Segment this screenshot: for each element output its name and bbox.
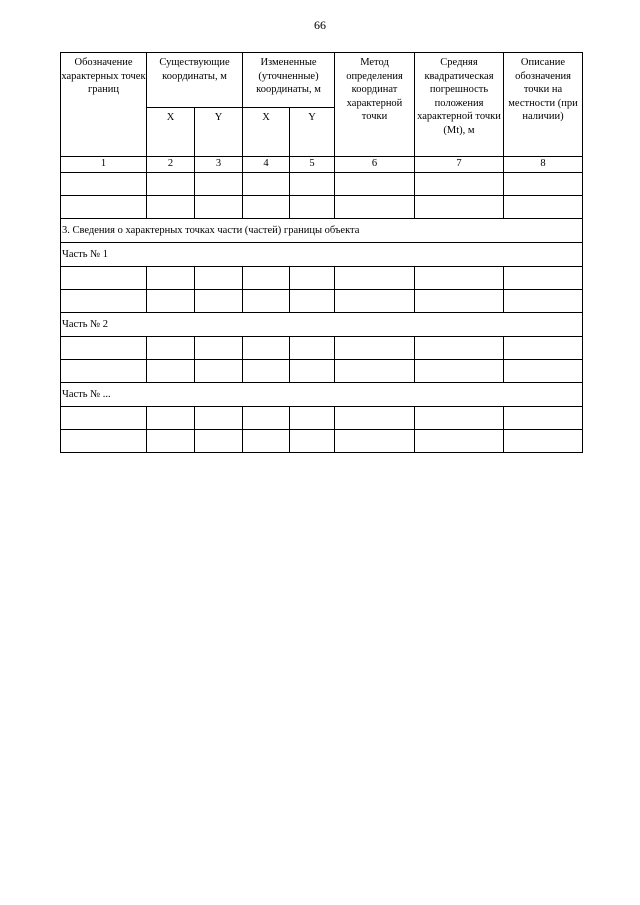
- table-cell: [335, 196, 415, 219]
- part-row: [61, 243, 583, 267]
- header-changed-x: [243, 108, 290, 157]
- table-cell: [504, 196, 583, 219]
- table-cell: [147, 196, 195, 219]
- header-point-designation-text: Обозначение характерных точек границ: [61, 57, 146, 95]
- table-cell: [147, 337, 195, 360]
- table-row: [61, 360, 583, 383]
- header-description-text: Описание обозначения точки на местности (при наличии): [508, 57, 578, 122]
- table-cell: [243, 337, 290, 360]
- table-cell: [195, 267, 243, 290]
- table-row: [61, 430, 583, 453]
- table-cell: [290, 173, 335, 196]
- table-row: [61, 290, 583, 313]
- header-existing-coordinates: [147, 53, 243, 108]
- column-number: 8: [504, 157, 583, 173]
- table-cell: [195, 430, 243, 453]
- table-cell: [335, 430, 415, 453]
- part-row: [61, 313, 583, 337]
- table-cell: [243, 267, 290, 290]
- part-label: Часть № 2: [61, 313, 583, 337]
- table-cell: [415, 290, 504, 313]
- table-cell: [195, 290, 243, 313]
- table-row: [61, 337, 583, 360]
- table-row: [61, 173, 583, 196]
- table-cell: [147, 290, 195, 313]
- table-cell: [195, 196, 243, 219]
- header-changed-y: [290, 108, 335, 157]
- table-cell: [504, 173, 583, 196]
- table-cell: [335, 173, 415, 196]
- table-cell: [61, 430, 147, 453]
- table-cell: [243, 173, 290, 196]
- table-cell: [335, 360, 415, 383]
- table-cell: [147, 407, 195, 430]
- header-description: [504, 53, 583, 157]
- header-existing-y-text: Y: [214, 112, 223, 123]
- header-method-text: Метод определения координат характерной точки: [346, 57, 403, 122]
- table-cell: [195, 173, 243, 196]
- header-changed-x-text: X: [262, 112, 270, 123]
- table-cell: [415, 173, 504, 196]
- table-cell: [61, 173, 147, 196]
- table-cell: [504, 290, 583, 313]
- table-cell: [415, 196, 504, 219]
- table-cell: [290, 407, 335, 430]
- header-existing-coordinates-text: Существующие координаты, м: [159, 57, 230, 82]
- table-row: [61, 407, 583, 430]
- column-number: 2: [147, 157, 195, 173]
- table-cell: [195, 360, 243, 383]
- column-number: 1: [61, 157, 147, 173]
- table-cell: [335, 267, 415, 290]
- table-cell: [290, 196, 335, 219]
- header-point-designation: [61, 53, 147, 157]
- part-row: [61, 383, 583, 407]
- table-cell: [335, 290, 415, 313]
- table-cell: [504, 337, 583, 360]
- column-number: 6: [335, 157, 415, 173]
- table-cell: [61, 407, 147, 430]
- column-number: 5: [290, 157, 335, 173]
- table-cell: [504, 407, 583, 430]
- table-cell: [415, 430, 504, 453]
- table-cell: [243, 360, 290, 383]
- table-cell: [290, 337, 335, 360]
- table-cell: [290, 290, 335, 313]
- table-cell: [243, 430, 290, 453]
- table-cell: [61, 290, 147, 313]
- table-cell: [504, 360, 583, 383]
- header-existing-y: [195, 108, 243, 157]
- section-title-row: [61, 219, 583, 243]
- section-title: 3. Сведения о характерных точках части (частей) границы объекта: [61, 219, 583, 243]
- table-row: [61, 267, 583, 290]
- table-cell: [195, 337, 243, 360]
- header-error: [415, 53, 504, 157]
- table-cell: [243, 196, 290, 219]
- table-cell: [195, 407, 243, 430]
- part-label: Часть № 1: [61, 243, 583, 267]
- header-row: [61, 53, 583, 108]
- table-cell: [290, 430, 335, 453]
- table-cell: [290, 267, 335, 290]
- table-cell: [415, 267, 504, 290]
- table-cell: [335, 337, 415, 360]
- table-cell: [61, 267, 147, 290]
- table-cell: [504, 430, 583, 453]
- table-cell: [335, 407, 415, 430]
- table-cell: [61, 360, 147, 383]
- header-changed-coordinates-text: Измененные (уточненные) координаты, м: [256, 57, 321, 95]
- boundary-points-table: [60, 52, 583, 453]
- header-changed-y-text: Y: [308, 112, 316, 123]
- table-cell: [61, 196, 147, 219]
- table-cell: [243, 290, 290, 313]
- header-changed-coordinates: [243, 53, 335, 108]
- table-cell: [147, 430, 195, 453]
- table-cell: [243, 407, 290, 430]
- table-cell: [290, 360, 335, 383]
- header-error-text: Средняя квадратическая погрешность положения характерной точки (Mt), м: [417, 57, 501, 136]
- column-number: 4: [243, 157, 290, 173]
- table-cell: [504, 267, 583, 290]
- page-number: 66: [314, 18, 326, 32]
- table-cell: [61, 337, 147, 360]
- part-label: Часть № ...: [61, 383, 583, 407]
- table-cell: [147, 267, 195, 290]
- header-method: [335, 53, 415, 157]
- table-cell: [415, 337, 504, 360]
- header-existing-x-text: X: [166, 112, 175, 123]
- table-row: [61, 196, 583, 219]
- table-cell: [147, 360, 195, 383]
- column-number: 7: [415, 157, 504, 173]
- table-cell: [415, 360, 504, 383]
- column-number: 3: [195, 157, 243, 173]
- column-number-row: [61, 157, 583, 173]
- table-cell: [415, 407, 504, 430]
- table-cell: [147, 173, 195, 196]
- header-existing-x: [147, 108, 195, 157]
